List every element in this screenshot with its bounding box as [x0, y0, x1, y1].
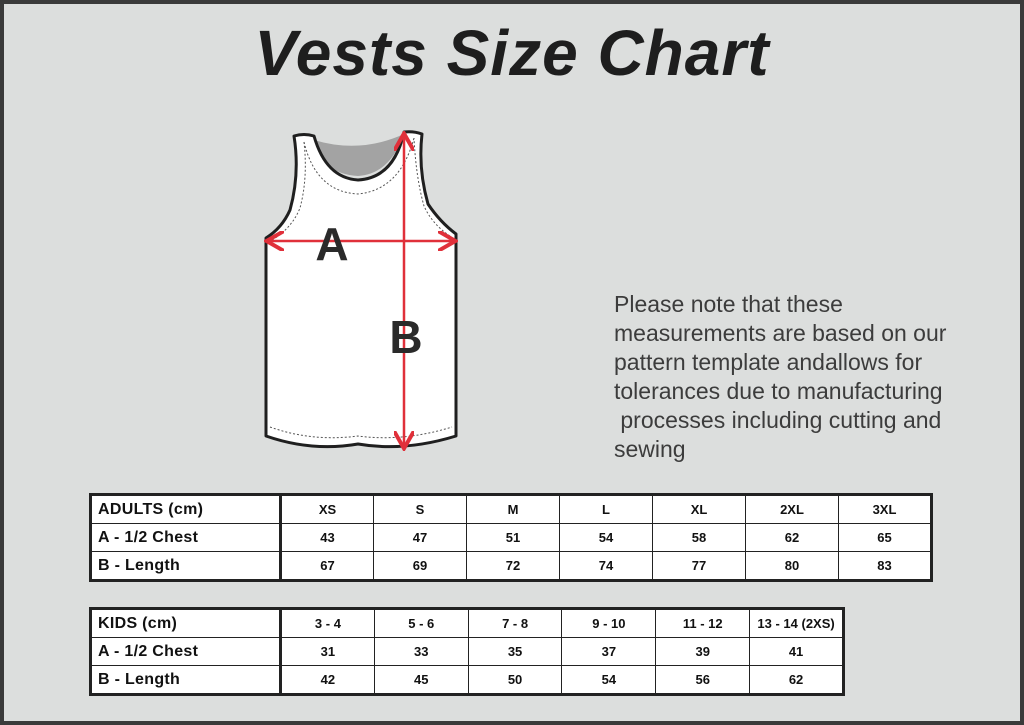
table-cell: 50	[468, 666, 562, 695]
size-header: 3XL	[839, 495, 932, 524]
note-line: measurements are based on our	[614, 320, 947, 346]
table-cell: 62	[750, 666, 844, 695]
table-cell: 33	[374, 638, 468, 666]
page-title: Vests Size Chart	[254, 17, 770, 89]
table-cell: 42	[281, 666, 375, 695]
table-cell: 58	[653, 524, 746, 552]
table-cell: 69	[374, 552, 467, 581]
row-label: B - Length	[91, 552, 281, 581]
label-b: B	[389, 311, 423, 363]
vest-outline	[266, 132, 456, 447]
table-cell: 65	[839, 524, 932, 552]
kids-size-table	[89, 607, 845, 696]
table-row	[91, 609, 844, 638]
table-cell: 83	[839, 552, 932, 581]
table-cell: 51	[467, 524, 560, 552]
table-cell: 43	[281, 524, 374, 552]
row-label: A - 1/2 Chest	[91, 524, 281, 552]
size-header: 2XL	[746, 495, 839, 524]
size-header: 7 - 8	[468, 609, 562, 638]
row-label: B - Length	[91, 666, 281, 695]
table-cell: 39	[656, 638, 750, 666]
kids-header-label: KIDS (cm)	[91, 609, 281, 638]
table-row	[91, 666, 844, 695]
size-header: S	[374, 495, 467, 524]
size-header: L	[560, 495, 653, 524]
note-line: pattern template andallows for	[614, 349, 923, 375]
size-header: 3 - 4	[281, 609, 375, 638]
table-cell: 41	[750, 638, 844, 666]
table-cell: 54	[560, 524, 653, 552]
measurement-note	[614, 290, 1014, 464]
table-row	[91, 495, 932, 524]
row-label: A - 1/2 Chest	[91, 638, 281, 666]
table-cell: 35	[468, 638, 562, 666]
table-cell: 77	[653, 552, 746, 581]
size-header: 13 - 14 (2XS)	[750, 609, 844, 638]
size-header: M	[467, 495, 560, 524]
table-cell: 80	[746, 552, 839, 581]
size-header: XL	[653, 495, 746, 524]
table-row	[91, 552, 932, 581]
table-cell: 67	[281, 552, 374, 581]
table-row	[91, 638, 844, 666]
label-a: A	[315, 218, 349, 270]
table-cell: 31	[281, 638, 375, 666]
table-cell: 45	[374, 666, 468, 695]
vest-diagram	[254, 124, 469, 454]
table-row	[91, 524, 932, 552]
size-header: 5 - 6	[374, 609, 468, 638]
note-line: processes including cutting and	[614, 407, 942, 433]
note-line: tolerances due to manufacturing	[614, 378, 943, 404]
table-cell: 54	[562, 666, 656, 695]
table-cell: 72	[467, 552, 560, 581]
table-cell: 74	[560, 552, 653, 581]
note-line: Please note that these	[614, 291, 843, 317]
size-header: 11 - 12	[656, 609, 750, 638]
table-cell: 62	[746, 524, 839, 552]
note-line: sewing	[614, 436, 686, 462]
table-cell: 37	[562, 638, 656, 666]
adults-size-table	[89, 493, 933, 582]
size-header: 9 - 10	[562, 609, 656, 638]
adults-header-label: ADULTS (cm)	[91, 495, 281, 524]
size-header: XS	[281, 495, 374, 524]
table-cell: 47	[374, 524, 467, 552]
table-cell: 56	[656, 666, 750, 695]
